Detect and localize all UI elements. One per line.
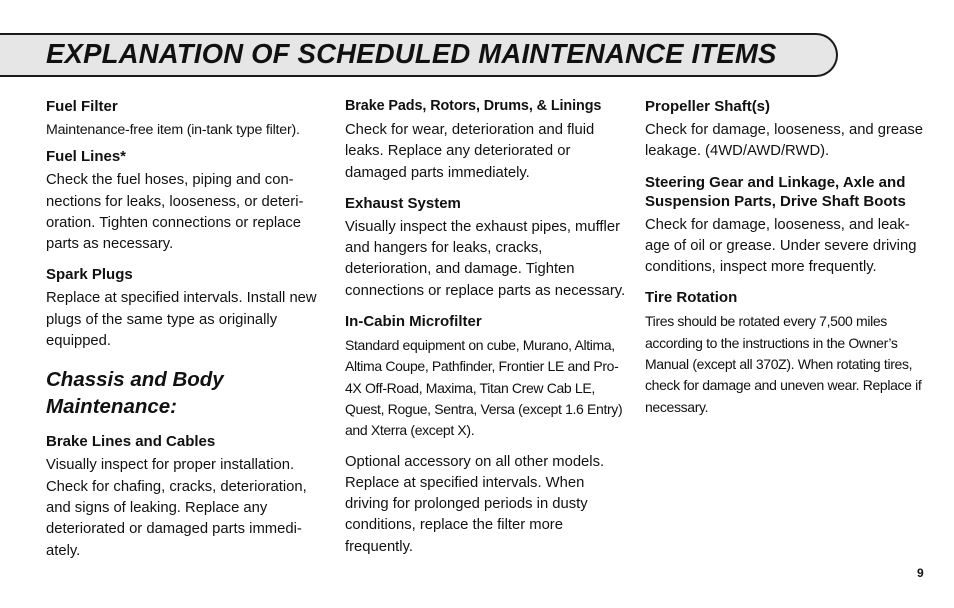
propeller-shaft-heading: Propeller Shaft(s) — [645, 98, 771, 115]
microfilter-optional-text: Optional accessory on all other models. Replace at specified intervals. When driving for prolonged periods in dusty conditions, replace the filter more frequently. — [345, 453, 605, 555]
column-1 — [46, 97, 333, 572]
propeller-shaft-text: Check for damage, looseness, and grease leakage. (4WD/AWD/RWD). — [645, 122, 924, 160]
page-number: 9 — [917, 566, 924, 580]
section-title: Chassis and Body Maintenance: — [46, 368, 224, 419]
fuel-lines-heading: Fuel Lines* — [46, 148, 127, 166]
brake-lines-heading: Brake Lines and Cables — [46, 433, 216, 451]
brake-pads-heading: Brake Pads, Rotors, Drums, & Linings — [345, 98, 602, 114]
steering-gear-text: Check for damage, looseness, and leak- age of oil or grease. Under severe driving conditions, inspect more frequently. — [645, 216, 917, 276]
tire-rotation-text: Tires should be rotated every 7,500 miles according to the instructions in the Owner’s Manual (except all 370Z). When rotating tires, check for damage and uneven wear. Replace if necessary. — [645, 313, 922, 415]
tire-rotation-heading: Tire Rotation — [645, 289, 738, 307]
column-3 — [645, 97, 932, 428]
brake-lines-text: Visually inspect for proper installation. Check for chafing, cracks, deterioration, and signs of leaking. Replace any deteriorated or damaged parts immedi- ately. — [46, 457, 307, 559]
fuel-lines-text: Check the fuel hoses, piping and con- nections for leaks, looseness, or deteri- oration. Tighten connections or replace parts as necessary. — [46, 172, 304, 253]
page-title: EXPLANATION OF SCHEDULED MAINTENANCE ITEMS — [46, 38, 777, 69]
fuel-filter-text: Maintenance-free item (in-tank type filter). — [46, 122, 300, 138]
spark-plugs-heading: Spark Plugs — [46, 266, 133, 284]
brake-pads-text: Check for wear, deterioration and fluid leaks. Replace any deteriorated or damaged parts immediately. — [345, 122, 595, 181]
steering-gear-heading: Steering Gear and Linkage, Axle and Suspension Parts, Drive Shaft Boots — [645, 173, 906, 210]
exhaust-heading: Exhaust System — [345, 194, 461, 212]
exhaust-text: Visually inspect the exhaust pipes, muffler and hangers for leaks, cracks, deterioration, and damage. Tighten connections or replace parts as necessary. — [345, 218, 626, 299]
microfilter-standard-text: Standard equipment on cube, Murano, Altima, Altima Coupe, Pathfinder, Frontier LE and Pro-4X Off-Road, Maxima, Titan Crew Cab LE, Quest, Rogue, Sentra, Versa (except 1.6 Entry) and Xterra (except X). — [345, 337, 623, 439]
title-banner — [0, 33, 838, 77]
fuel-filter-heading: Fuel Filter — [46, 98, 118, 115]
spark-plugs-text: Replace at specified intervals. Install new plugs of the same type as originally equipped. — [46, 290, 317, 350]
column-2 — [345, 97, 632, 568]
microfilter-heading: In-Cabin Microfilter — [345, 313, 482, 331]
